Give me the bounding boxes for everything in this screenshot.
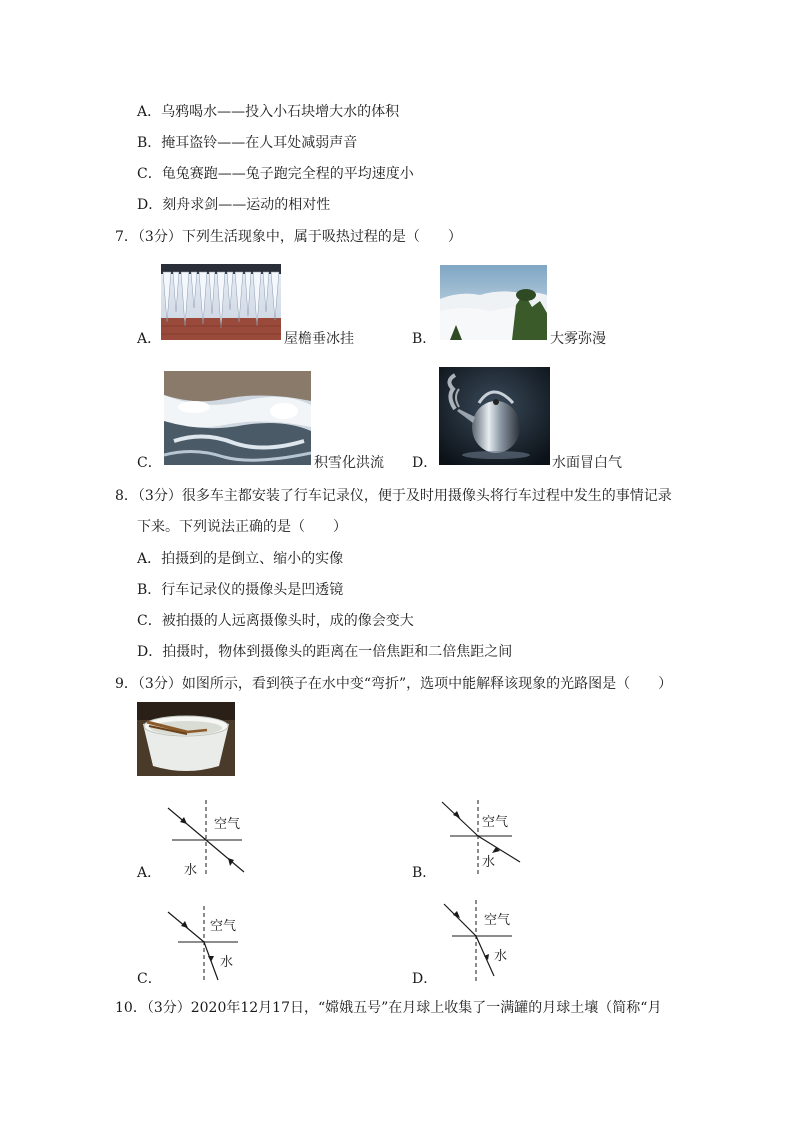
arrow-head-icon: [492, 847, 500, 853]
q7-option-d-caption: 水面冒白气: [552, 455, 622, 471]
q8-stem-line1: 8．（3分）很多车主都安装了行车记录仪，便于及时用摄像头将行车过程中发生的事情记录: [115, 488, 672, 504]
steaming-kettle-photo: [439, 367, 550, 465]
arrow-head-icon: [208, 956, 214, 962]
q7-option-a-caption: 屋檐垂冰挂: [284, 331, 354, 347]
q9-stem: 9．（3分）如图所示，看到筷子在水中变“弯折”，选项中能解释该现象的光路图是（ ）: [115, 676, 673, 692]
q8-option-a: A．拍摄到的是倒立、缩小的实像: [137, 551, 344, 567]
q7-option-b-letter: B．: [412, 331, 437, 347]
air-label: 空气: [482, 815, 509, 830]
q7-option-b-caption: 大雾弥漫: [550, 331, 606, 347]
air-label: 空气: [210, 919, 237, 934]
q9-option-d-ray-diagram: [440, 898, 530, 984]
q8-stem-line2: 下来。下列说法正确的是（ ）: [137, 519, 347, 535]
q6-option-c: C．龟兔赛跑——兔子跑完全程的平均速度小: [137, 166, 414, 182]
q8-option-c: C．被拍摄的人远离摄像头时，成的像会变大: [137, 613, 414, 629]
q9-option-d-letter: D．: [412, 971, 438, 987]
arrow-head-icon: [228, 858, 234, 866]
q8-option-d: D．拍摄时，物体到摄像头的距离在一倍焦距和二倍焦距之间: [137, 644, 513, 660]
q9-option-b-ray-diagram: [436, 798, 526, 878]
arrow-head-icon: [180, 817, 187, 824]
q7-option-c-letter: C．: [137, 455, 162, 471]
water-label: 水: [220, 955, 234, 970]
water-label: 水: [184, 863, 198, 878]
q7-option-a-letter: A．: [137, 331, 162, 347]
q9-option-c-ray-diagram: [164, 904, 254, 984]
icicles-photo: [161, 264, 281, 340]
q9-option-c-letter: C．: [137, 971, 162, 987]
q7-option-d-letter: D．: [412, 455, 438, 471]
water-label: 水: [494, 949, 508, 964]
air-label: 空气: [484, 913, 511, 928]
q8-option-b: B．行车记录仪的摄像头是凹透镜: [137, 582, 344, 598]
q9-option-a-letter: A．: [137, 865, 162, 881]
arrow-head-icon: [453, 811, 460, 818]
q7-stem: 7．（3分）下列生活现象中，属于吸热过程的是（ ）: [115, 229, 462, 245]
q6-option-b: B．掩耳盗铃——在人耳处减弱声音: [137, 135, 358, 151]
chopsticks-bowl-photo: [137, 702, 235, 776]
q6-option-d: D．刻舟求剑——运动的相对性: [137, 197, 331, 213]
q9-option-a-ray-diagram: [160, 798, 250, 878]
fog-landscape-photo: [440, 265, 547, 340]
arrow-head-icon: [181, 921, 188, 928]
q9-option-b-letter: B．: [412, 865, 437, 881]
air-label: 空气: [214, 817, 241, 832]
q10-stem: 10．（3分）2020年12月17日，“嫦娥五号”在月球上收集了一满罐的月球土壤（简称“月: [115, 1000, 662, 1016]
snow-melt-stream-photo: [164, 371, 311, 465]
water-label: 水: [482, 855, 496, 870]
q7-option-c-caption: 积雪化洪流: [314, 455, 384, 471]
q6-option-a: A．乌鸦喝水——投入小石块增大水的体积: [137, 104, 400, 120]
